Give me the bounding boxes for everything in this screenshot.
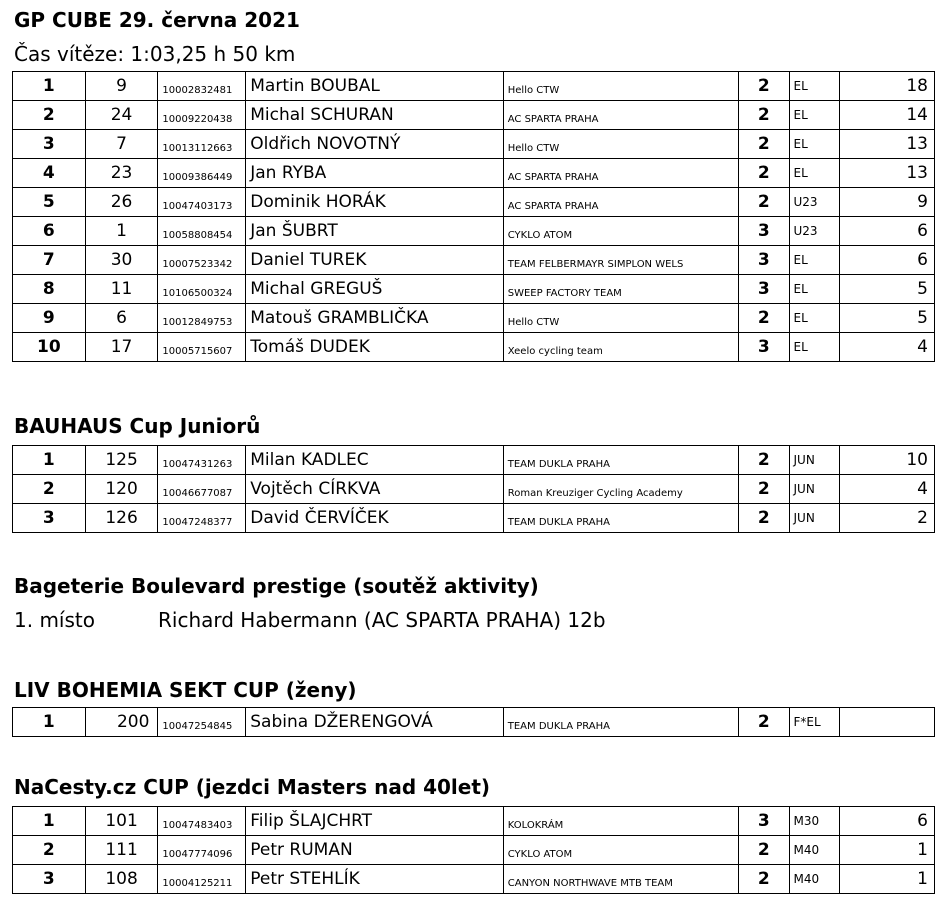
cell-name: Dominik HORÁK (246, 188, 504, 217)
cell-cat: EL (789, 101, 839, 130)
cell-pos: 6 (13, 217, 86, 246)
cell-name: Jan ŠUBRT (246, 217, 504, 246)
prestige-title: Bageterie Boulevard prestige (soutěž aktivity) (14, 574, 539, 598)
prestige-winner: Richard Habermann (AC SPARTA PRAHA) 12b (158, 608, 606, 632)
cell-uci: 10047254845 (158, 708, 246, 737)
cell-team: SWEEP FACTORY TEAM (503, 275, 738, 304)
cell-uci: 10047483403 (158, 807, 246, 836)
cell-uci: 10047431263 (158, 446, 246, 475)
cell-uci: 10004125211 (158, 865, 246, 894)
cell-pts: 5 (840, 304, 935, 333)
cell-pts: 4 (840, 475, 935, 504)
table-row (13, 865, 935, 894)
table-row (13, 504, 935, 533)
cell-laps: 2 (739, 836, 789, 865)
cell-team: AC SPARTA PRAHA (503, 159, 738, 188)
cell-laps: 2 (739, 865, 789, 894)
cell-laps: 3 (739, 275, 789, 304)
cell-team: Roman Kreuziger Cycling Academy (503, 475, 738, 504)
table-row (13, 101, 935, 130)
cell-team: Xeelo cycling team (503, 333, 738, 362)
cell-cat: F*EL (789, 708, 839, 737)
cell-uci: 10013112663 (158, 130, 246, 159)
cell-name: Daniel TUREK (246, 246, 504, 275)
cell-team: CYKLO ATOM (503, 217, 738, 246)
cell-name: Petr STEHLÍK (246, 865, 504, 894)
cell-pts: 5 (840, 275, 935, 304)
cell-laps: 2 (739, 708, 789, 737)
cell-team: CYKLO ATOM (503, 836, 738, 865)
table-row (13, 333, 935, 362)
cell-name: Tomáš DUDEK (246, 333, 504, 362)
cell-uci: 10012849753 (158, 304, 246, 333)
cell-cat: EL (789, 246, 839, 275)
cell-pts: 10 (840, 446, 935, 475)
cell-laps: 2 (739, 475, 789, 504)
cell-uci: 10007523342 (158, 246, 246, 275)
table-row (13, 72, 935, 101)
cell-no: 23 (85, 159, 158, 188)
cell-cat: EL (789, 130, 839, 159)
juniors-title: BAUHAUS Cup Juniorů (14, 414, 261, 438)
cell-no: 1 (85, 217, 158, 246)
cell-team: Hello CTW (503, 304, 738, 333)
cell-pos: 1 (13, 807, 86, 836)
cell-laps: 2 (739, 72, 789, 101)
cell-cat: U23 (789, 217, 839, 246)
cell-no: 6 (85, 304, 158, 333)
cell-name: Oldřich NOVOTNÝ (246, 130, 504, 159)
cell-no: 30 (85, 246, 158, 275)
cell-cat: EL (789, 275, 839, 304)
prestige-place: 1. místo (14, 608, 95, 632)
cell-laps: 3 (739, 333, 789, 362)
results-table-masters (12, 806, 935, 894)
prestige-result (14, 608, 914, 634)
results-table-main (12, 71, 935, 362)
cell-laps: 3 (739, 807, 789, 836)
cell-name: Petr RUMAN (246, 836, 504, 865)
cell-pos: 9 (13, 304, 86, 333)
cell-laps: 2 (739, 504, 789, 533)
cell-no: 108 (85, 865, 158, 894)
results-table-juniors (12, 445, 935, 533)
cell-cat: JUN (789, 475, 839, 504)
cell-cat: M30 (789, 807, 839, 836)
cell-name: Matouš GRAMBLIČKA (246, 304, 504, 333)
cell-pos: 3 (13, 865, 86, 894)
cell-no: 126 (85, 504, 158, 533)
cell-pts: 2 (840, 504, 935, 533)
cell-team: AC SPARTA PRAHA (503, 188, 738, 217)
cell-laps: 2 (739, 159, 789, 188)
cell-pts: 1 (840, 865, 935, 894)
cell-pos: 2 (13, 475, 86, 504)
cell-no: 7 (85, 130, 158, 159)
cell-uci: 10046677087 (158, 475, 246, 504)
cell-no: 120 (85, 475, 158, 504)
cell-pts: 6 (840, 217, 935, 246)
cell-uci: 10047403173 (158, 188, 246, 217)
cell-name: Jan RYBA (246, 159, 504, 188)
cell-laps: 3 (739, 217, 789, 246)
table-row (13, 217, 935, 246)
cell-name: Martin BOUBAL (246, 72, 504, 101)
cell-no: 101 (85, 807, 158, 836)
cell-name: Milan KADLEC (246, 446, 504, 475)
cell-pts: 6 (840, 807, 935, 836)
results-table-women (12, 707, 935, 737)
table-row (13, 708, 935, 737)
cell-cat: M40 (789, 836, 839, 865)
cell-laps: 3 (739, 246, 789, 275)
cell-cat: EL (789, 159, 839, 188)
women-title: LIV BOHEMIA SEKT CUP (ženy) (14, 678, 357, 702)
cell-team: TEAM FELBERMAYR SIMPLON WELS (503, 246, 738, 275)
winner-time: Čas vítěze: 1:03,25 h 50 km (14, 42, 296, 66)
table-row (13, 446, 935, 475)
cell-name: Michal SCHURAN (246, 101, 504, 130)
cell-team: AC SPARTA PRAHA (503, 101, 738, 130)
cell-pos: 3 (13, 504, 86, 533)
cell-cat: EL (789, 72, 839, 101)
cell-team: TEAM DUKLA PRAHA (503, 504, 738, 533)
cell-team: TEAM DUKLA PRAHA (503, 708, 738, 737)
cell-no: 125 (85, 446, 158, 475)
table-row (13, 304, 935, 333)
table-row (13, 188, 935, 217)
cell-pos: 8 (13, 275, 86, 304)
cell-pts: 9 (840, 188, 935, 217)
table-row (13, 836, 935, 865)
cell-laps: 2 (739, 446, 789, 475)
cell-pts: 18 (840, 72, 935, 101)
cell-pos: 1 (13, 708, 86, 737)
cell-pos: 4 (13, 159, 86, 188)
cell-laps: 2 (739, 101, 789, 130)
masters-title: NaCesty.cz CUP (jezdci Masters nad 40let) (14, 775, 491, 799)
cell-uci: 10047774096 (158, 836, 246, 865)
table-row (13, 807, 935, 836)
cell-no: 9 (85, 72, 158, 101)
cell-pos: 1 (13, 72, 86, 101)
cell-pts: 1 (840, 836, 935, 865)
cell-cat: EL (789, 304, 839, 333)
cell-uci: 10058808454 (158, 217, 246, 246)
cell-pts: 4 (840, 333, 935, 362)
cell-pts: 14 (840, 101, 935, 130)
cell-team: TEAM DUKLA PRAHA (503, 446, 738, 475)
cell-team: Hello CTW (503, 72, 738, 101)
table-row (13, 475, 935, 504)
cell-name: Filip ŠLAJCHRT (246, 807, 504, 836)
cell-no: 24 (85, 101, 158, 130)
table-row (13, 130, 935, 159)
cell-name: Sabina DŽERENGOVÁ (246, 708, 504, 737)
cell-no: 26 (85, 188, 158, 217)
cell-uci: 10005715607 (158, 333, 246, 362)
cell-uci: 10002832481 (158, 72, 246, 101)
cell-laps: 2 (739, 304, 789, 333)
cell-name: David ČERVÍČEK (246, 504, 504, 533)
cell-name: Michal GREGUŠ (246, 275, 504, 304)
table-row (13, 275, 935, 304)
cell-team: KOLOKRÁM (503, 807, 738, 836)
cell-uci: 10009386449 (158, 159, 246, 188)
cell-team: Hello CTW (503, 130, 738, 159)
table-row (13, 159, 935, 188)
cell-pts: 13 (840, 130, 935, 159)
cell-laps: 2 (739, 130, 789, 159)
cell-uci: 10047248377 (158, 504, 246, 533)
cell-cat: M40 (789, 865, 839, 894)
cell-pos: 1 (13, 446, 86, 475)
cell-uci: 10009220438 (158, 101, 246, 130)
race-title: GP CUBE 29. června 2021 (14, 8, 300, 32)
cell-no: 11 (85, 275, 158, 304)
cell-pos: 2 (13, 836, 86, 865)
cell-cat: EL (789, 333, 839, 362)
cell-pos: 5 (13, 188, 86, 217)
cell-cat: U23 (789, 188, 839, 217)
cell-team: CANYON NORTHWAVE MTB TEAM (503, 865, 738, 894)
cell-no: 200 (85, 708, 158, 737)
cell-pts (840, 708, 935, 737)
table-row (13, 246, 935, 275)
cell-pos: 10 (13, 333, 86, 362)
cell-no: 111 (85, 836, 158, 865)
cell-pos: 2 (13, 101, 86, 130)
cell-pts: 6 (840, 246, 935, 275)
cell-laps: 2 (739, 188, 789, 217)
cell-pos: 3 (13, 130, 86, 159)
cell-pos: 7 (13, 246, 86, 275)
cell-pts: 13 (840, 159, 935, 188)
cell-cat: JUN (789, 504, 839, 533)
cell-uci: 10106500324 (158, 275, 246, 304)
cell-name: Vojtěch CÍRKVA (246, 475, 504, 504)
cell-no: 17 (85, 333, 158, 362)
cell-cat: JUN (789, 446, 839, 475)
